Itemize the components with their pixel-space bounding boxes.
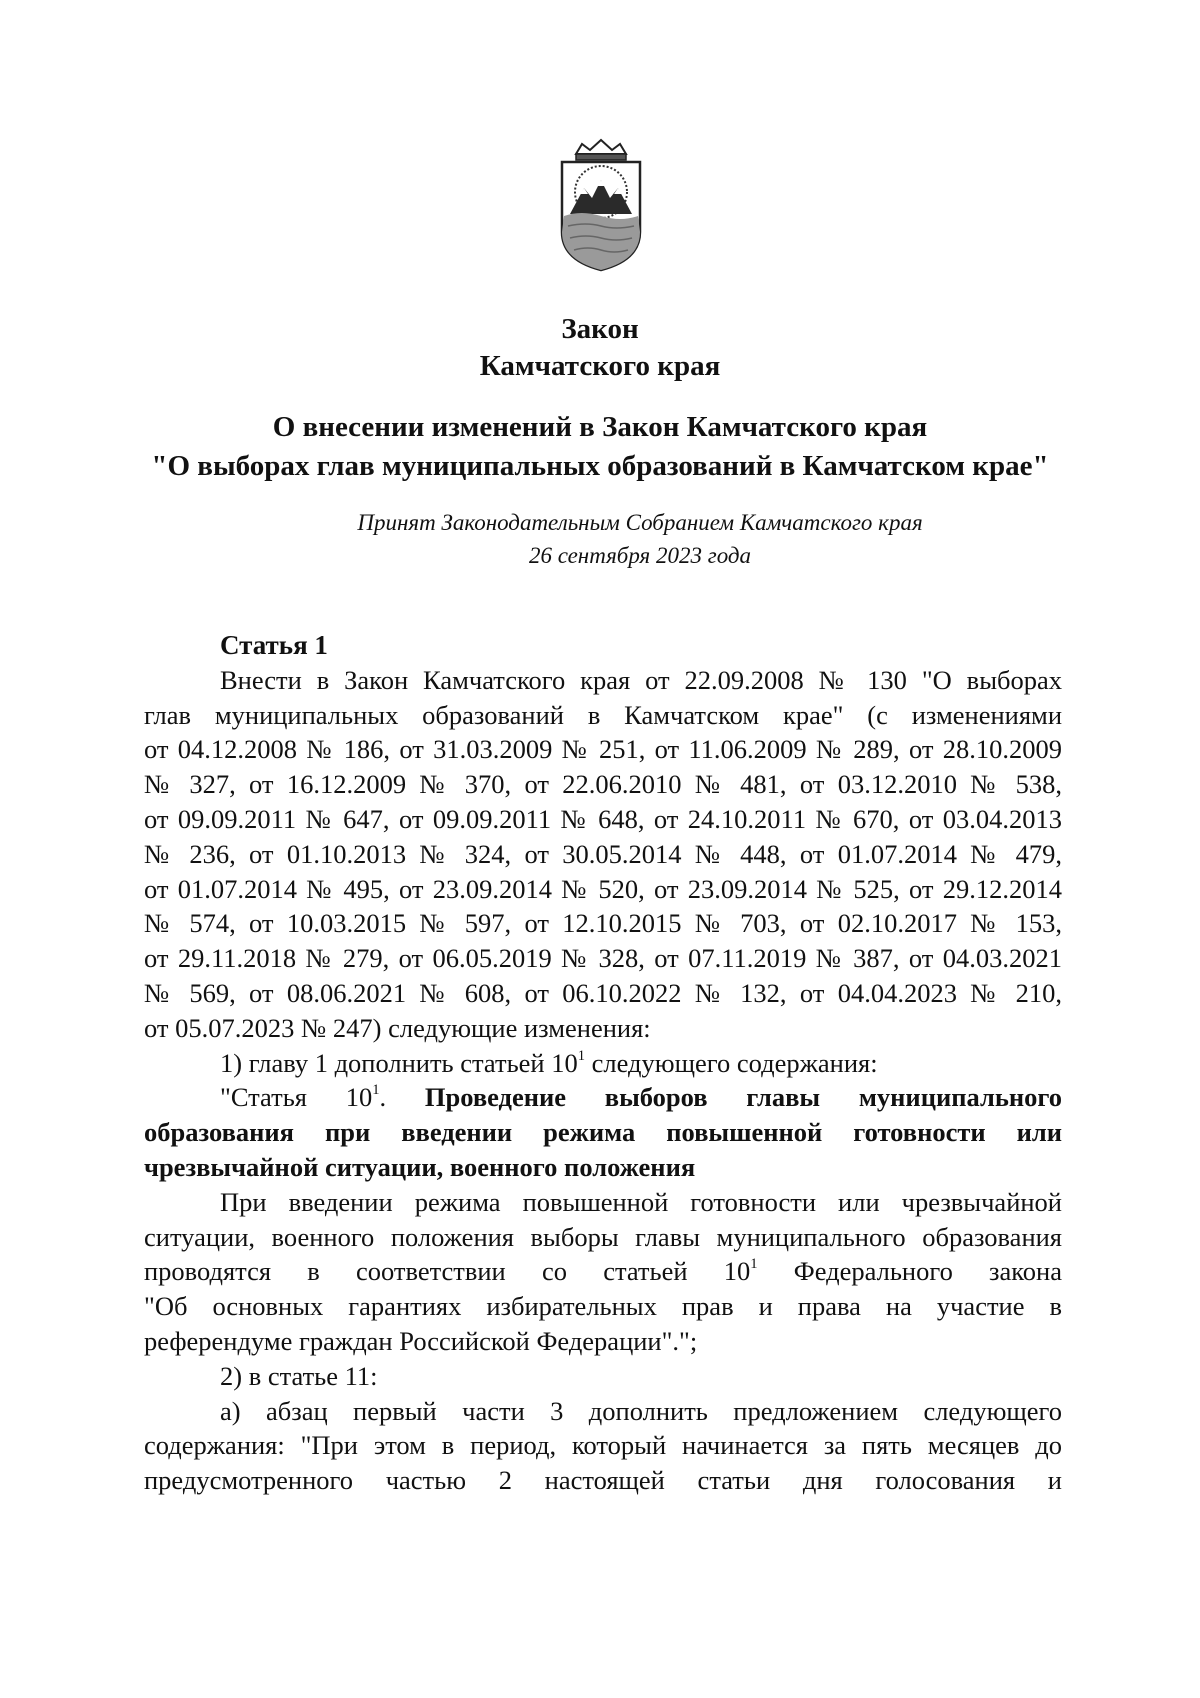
new-article-title-line: образования при введении режима повышенной готовности или <box>144 1117 1062 1148</box>
new-article-text-line: При введении режима повышенной готовности или чрезвычайной <box>220 1186 1062 1217</box>
text-line: от 09.09.2011 № 647, от 09.09.2011 № 648, от 24.10.2011 № 670, от 03.04.2013 <box>144 803 1062 834</box>
law-subject <box>0 408 1200 486</box>
article-1-heading: Статья 1 <box>220 630 328 660</box>
text-line: глав муниципальных образований в Камчатском крае" (с изменениями <box>144 699 1062 730</box>
item-2a-line: а) абзац первый части 3 дополнить предложением следующего <box>220 1395 1062 1426</box>
law-title <box>0 311 1200 385</box>
text-line: от 01.07.2014 № 495, от 23.09.2014 № 520, от 23.09.2014 № 525, от 29.12.2014 <box>144 873 1062 904</box>
text-line: № 236, от 01.10.2013 № 324, от 30.05.2014 № 448, от 01.07.2014 № 479, <box>144 838 1062 869</box>
text-line: № 569, от 08.06.2021 № 608, от 06.10.2022 № 132, от 04.04.2023 № 210, <box>144 977 1062 1008</box>
subject-line-2: "О выборах глав муниципальных образований в Камчатском крае" <box>151 450 1049 482</box>
text-line: № 327, от 16.12.2009 № 370, от 22.06.2010 № 481, от 03.12.2010 № 538, <box>144 769 1062 800</box>
item-1: 1) главу 1 дополнить статьей $10^1$ следующего содержания: <box>220 1047 878 1078</box>
article-1-intro <box>144 663 1062 1046</box>
new-article-text-line: ситуации, военного положения выборы главы муниципального образования <box>144 1221 1062 1252</box>
text-line: от 29.11.2018 № 279, от 06.05.2019 № 328, от 07.11.2019 № 387, от 04.03.2021 <box>144 943 1062 974</box>
new-article-title-line: чрезвычайной ситуации, военного положения <box>144 1151 696 1182</box>
adoption-note <box>330 506 950 572</box>
text-line: Внести в Закон Камчатского края от 22.09.2008 № 130 "О выборах <box>220 664 1062 695</box>
text-line: от 05.07.2023 № 247) следующие изменения: <box>144 1012 651 1043</box>
new-article-text-line: "Об основных гарантиях избирательных прав и права на участие в <box>144 1291 1062 1322</box>
adoption-line-1: Принят Законодательным Собранием Камчатского края <box>357 510 923 535</box>
new-article-text-line: проводятся в соответствии со статьей $10^1$ Федерального закона <box>144 1256 1063 1287</box>
item-2a-line: предусмотренного частью 2 настоящей статьи дня голосования и <box>144 1465 1062 1496</box>
coat-of-arms-icon <box>556 136 646 274</box>
adoption-date: 26 сентября 2023 года <box>528 543 752 568</box>
law-body <box>144 628 1062 1498</box>
subject-line-1: О внесении изменений в Закон Камчатского края <box>272 411 928 443</box>
item-2a-line: содержания: "При этом в период, который начинается за пять месяцев до <box>144 1430 1062 1461</box>
new-article-text-line: референдуме граждан Российской Федерации"."; <box>144 1325 698 1356</box>
law-word: Закон <box>561 313 639 345</box>
region-name: Камчатского края <box>479 350 721 382</box>
text-line: от 04.12.2008 № 186, от 31.03.2009 № 251, от 11.06.2009 № 289, от 28.10.2009 <box>144 734 1062 765</box>
item-2: 2) в статье 11: <box>220 1360 378 1391</box>
text-line: № 574, от 10.03.2015 № 597, от 12.10.2015 № 703, от 02.10.2017 № 153, <box>144 908 1062 939</box>
new-article-heading: "Статья $10^1$. Проведение выборов главы муниципального <box>220 1082 1062 1113</box>
